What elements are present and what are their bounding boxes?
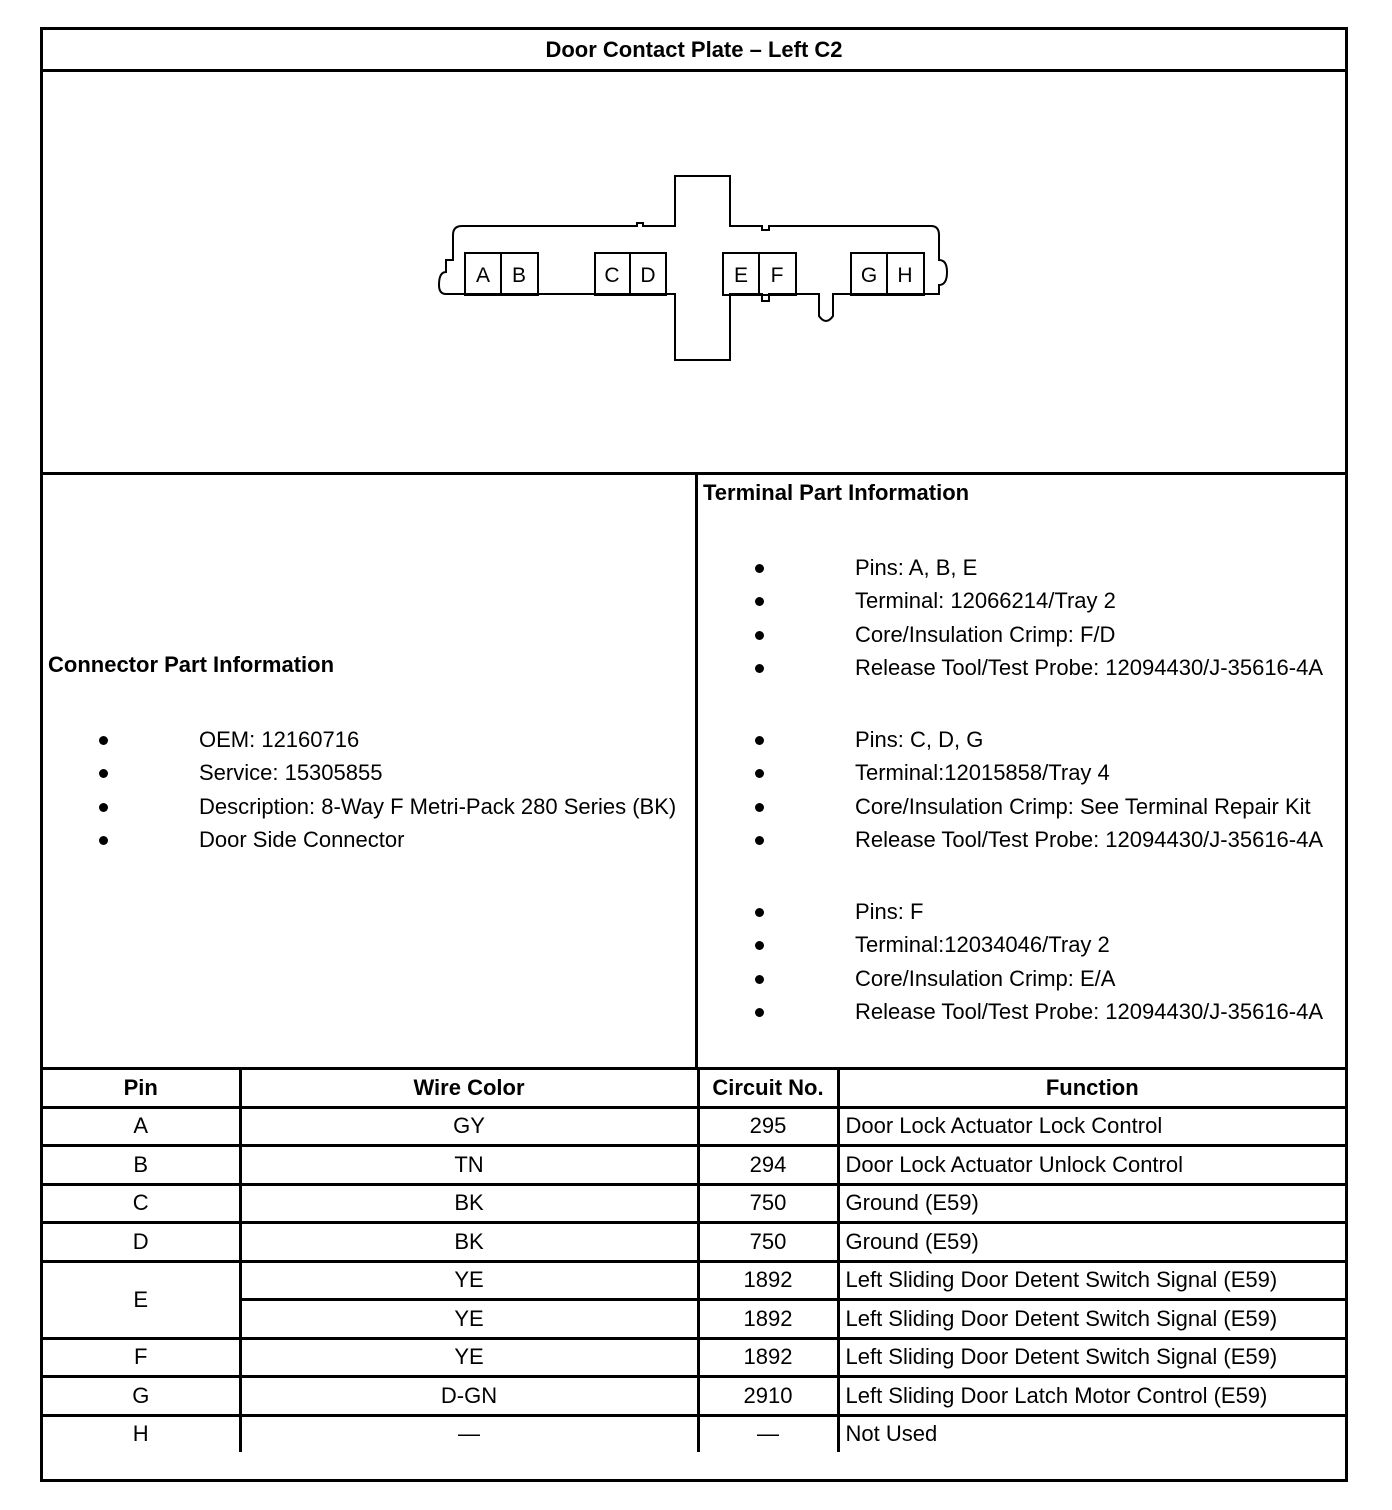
list-item: Release Tool/Test Probe: 12094430/J-35616-4A [755, 995, 1323, 1028]
function-cell: Door Lock Actuator Lock Control [838, 1107, 1345, 1146]
header-wire-color: Wire Color [240, 1070, 698, 1107]
list-item: Door Side Connector [99, 823, 676, 856]
wire-color-cell: TN [240, 1146, 698, 1185]
list-item: Release Tool/Test Probe: 12094430/J-35616-4A [755, 823, 1323, 856]
pinout-table [43, 1070, 1345, 1452]
function-cell: Ground (E59) [838, 1223, 1345, 1262]
table-row [43, 1338, 1345, 1377]
list-item: Terminal:12034046/Tray 2 [755, 928, 1323, 961]
list-item: Pins: F [755, 895, 1323, 928]
wire-color-cell: D-GN [240, 1377, 698, 1416]
table-row [43, 1377, 1345, 1416]
wire-color-cell: GY [240, 1107, 698, 1146]
pin-cell: A [43, 1107, 240, 1146]
list-item: Description: 8-Way F Metri-Pack 280 Series (BK) [99, 790, 676, 823]
terminal-group-3 [755, 895, 1323, 1029]
terminal-part-info [698, 475, 1345, 1067]
table-header-row [43, 1070, 1345, 1107]
list-item: Terminal:12015858/Tray 4 [755, 756, 1323, 789]
wire-color-cell: YE [240, 1300, 698, 1339]
pin-cell: E [43, 1261, 240, 1338]
list-item: Pins: A, B, E [755, 551, 1323, 584]
circuit-cell: 2910 [698, 1377, 838, 1416]
function-cell: Not Used [838, 1415, 1345, 1452]
list-item: Core/Insulation Crimp: E/A [755, 962, 1323, 995]
list-item: OEM: 12160716 [99, 723, 676, 756]
list-item: Pins: C, D, G [755, 723, 1323, 756]
function-cell: Left Sliding Door Latch Motor Control (E59) [838, 1377, 1345, 1416]
pin-label-b: B [511, 264, 527, 287]
connector-face-diagram [43, 72, 1345, 472]
connector-sheet [40, 27, 1348, 1482]
wire-color-cell: YE [240, 1338, 698, 1377]
connector-info-list [99, 723, 676, 857]
pin-cell: F [43, 1338, 240, 1377]
pin-cell: D [43, 1223, 240, 1262]
header-pin: Pin [43, 1070, 240, 1107]
circuit-cell: 1892 [698, 1300, 838, 1339]
terminal-group-1 [755, 551, 1323, 685]
circuit-cell: 1892 [698, 1338, 838, 1377]
circuit-cell: 295 [698, 1107, 838, 1146]
circuit-cell: 1892 [698, 1261, 838, 1300]
function-cell: Door Lock Actuator Unlock Control [838, 1146, 1345, 1185]
pin-label-h: H [897, 264, 913, 287]
page-title: Door Contact Plate – Left C2 [43, 30, 1345, 72]
pin-label-a: A [475, 264, 491, 287]
table-row [43, 1261, 1345, 1300]
function-cell: Ground (E59) [838, 1184, 1345, 1223]
list-item: Terminal: 12066214/Tray 2 [755, 584, 1323, 617]
table-row [43, 1107, 1345, 1146]
function-cell: Left Sliding Door Detent Switch Signal (E59) [838, 1300, 1345, 1339]
table-row [43, 1415, 1345, 1452]
list-item: Release Tool/Test Probe: 12094430/J-35616-4A [755, 651, 1323, 684]
list-item: Service: 15305855 [99, 756, 676, 789]
connector-diagram-panel [43, 72, 1345, 475]
table-row [43, 1223, 1345, 1262]
wire-color-cell: YE [240, 1261, 698, 1300]
connector-info-heading: Connector Part Information [48, 652, 335, 677]
wire-color-cell: — [240, 1415, 698, 1452]
circuit-cell: 294 [698, 1146, 838, 1185]
header-function: Function [838, 1070, 1345, 1107]
table-row [43, 1184, 1345, 1223]
pin-label-c: C [604, 264, 620, 287]
circuit-cell: 750 [698, 1184, 838, 1223]
header-circuit-no: Circuit No. [698, 1070, 838, 1107]
pin-cell: B [43, 1146, 240, 1185]
pin-cell: G [43, 1377, 240, 1416]
part-information-row [43, 475, 1345, 1070]
list-item: Core/Insulation Crimp: See Terminal Repair Kit [755, 790, 1323, 823]
pin-label-f: F [770, 264, 784, 287]
connector-part-info [43, 475, 698, 1067]
wire-color-cell: BK [240, 1184, 698, 1223]
circuit-cell: — [698, 1415, 838, 1452]
list-item: Core/Insulation Crimp: F/D [755, 618, 1323, 651]
pin-cell: H [43, 1415, 240, 1452]
terminal-group-2 [755, 723, 1323, 857]
pin-cell: C [43, 1184, 240, 1223]
function-cell: Left Sliding Door Detent Switch Signal (E59) [838, 1261, 1345, 1300]
pin-label-d: D [640, 264, 656, 287]
table-row [43, 1146, 1345, 1185]
circuit-cell: 750 [698, 1223, 838, 1262]
terminal-info-heading: Terminal Part Information [703, 480, 970, 505]
function-cell: Left Sliding Door Detent Switch Signal (E59) [838, 1338, 1345, 1377]
wire-color-cell: BK [240, 1223, 698, 1262]
pin-label-e: E [733, 264, 749, 287]
pin-label-g: G [860, 264, 878, 287]
